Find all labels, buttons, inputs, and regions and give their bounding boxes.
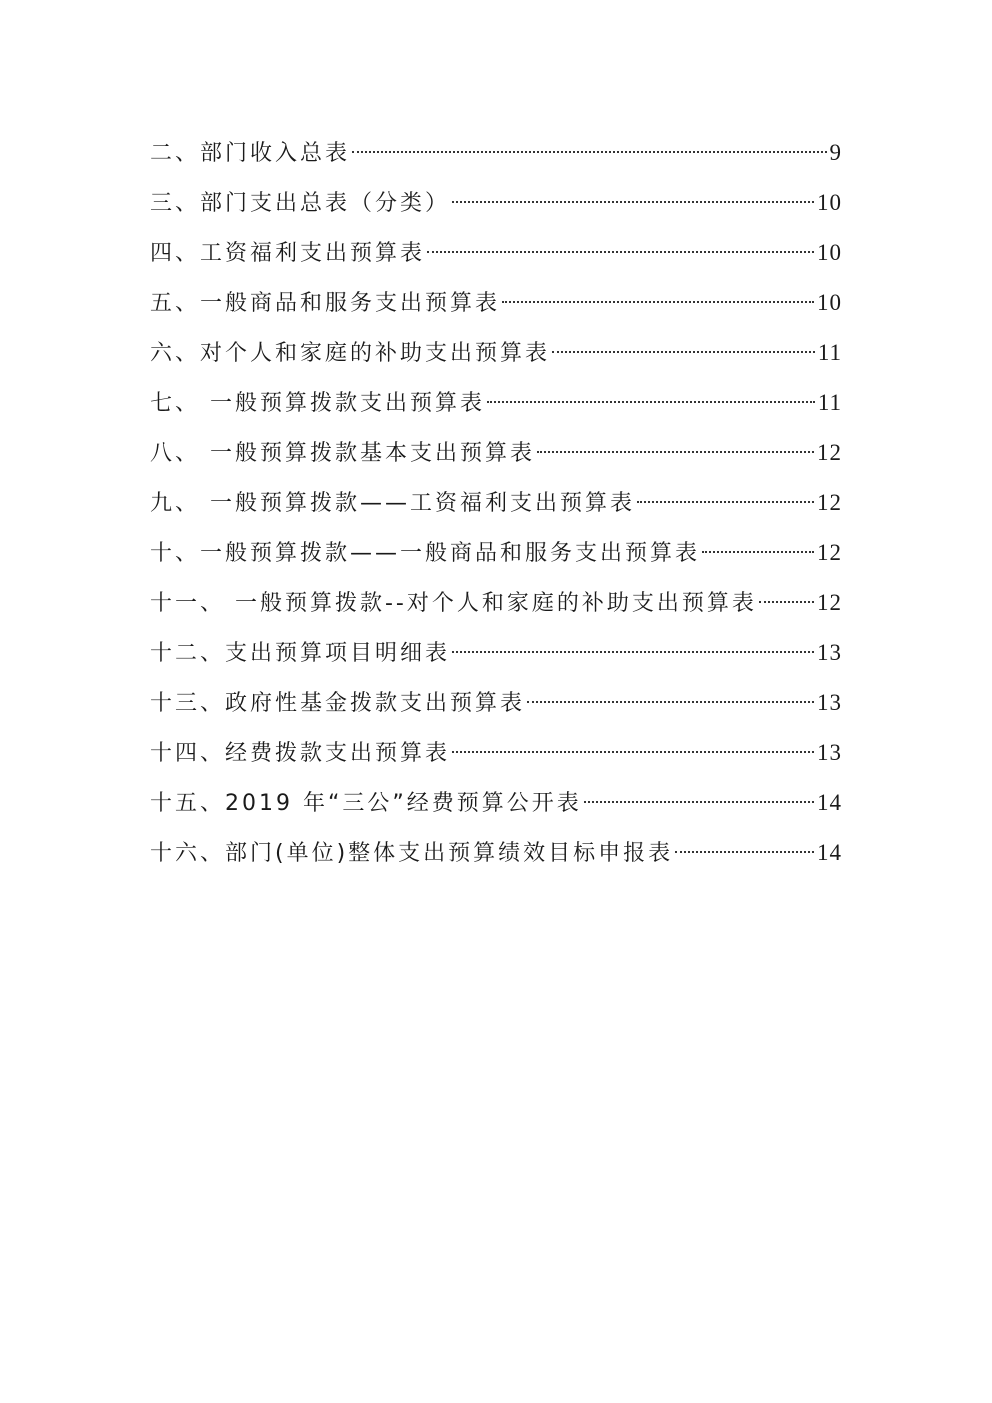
- toc-entry-title: 十二、支出预算项目明细表: [150, 641, 451, 666]
- toc-entry[interactable]: [150, 178, 842, 228]
- toc-entry-page: 11: [817, 340, 842, 365]
- toc-entry-title: 六、对个人和家庭的补助支出预算表: [150, 341, 551, 366]
- toc-entry[interactable]: [150, 378, 842, 428]
- toc-entry-title: 八、 一般预算拨款基本支出预算表: [150, 441, 535, 466]
- toc-entry-page: 14: [817, 840, 842, 865]
- toc-entry-page: 9: [829, 140, 842, 165]
- toc-leader-dots: [584, 801, 814, 803]
- toc-leader-dots: [675, 851, 814, 853]
- toc-leader-dots: [552, 351, 815, 353]
- toc-entry-title: 十四、经费拨款支出预算表: [150, 741, 451, 766]
- toc-entry[interactable]: [150, 528, 842, 578]
- toc-entry-page: 12: [817, 540, 842, 565]
- toc-leader-dots: [759, 601, 814, 603]
- toc-entry-page: 13: [817, 640, 842, 665]
- toc-leader-dots: [452, 651, 814, 653]
- toc-entry[interactable]: [150, 128, 842, 178]
- toc-leader-dots: [487, 401, 815, 403]
- toc-entry-page: 12: [817, 440, 842, 465]
- toc-entry-page: 12: [817, 590, 842, 615]
- toc-entry-title: 五、一般商品和服务支出预算表: [150, 291, 501, 316]
- toc-entry-title: 九、 一般预算拨款——工资福利支出预算表: [150, 491, 635, 516]
- toc-entry-title: 十五、2019 年“三公”经费预算公开表: [150, 791, 582, 816]
- toc-entry-title: 三、部门支出总表（分类）: [150, 191, 451, 216]
- toc-entry-page: 13: [817, 740, 842, 765]
- toc-leader-dots: [537, 451, 814, 453]
- toc-entry-page: 13: [817, 690, 842, 715]
- toc-entry-page: 10: [817, 240, 842, 265]
- toc-leader-dots: [452, 201, 814, 203]
- toc-leader-dots: [527, 701, 814, 703]
- toc-entry[interactable]: [150, 728, 842, 778]
- toc-entry[interactable]: [150, 578, 842, 628]
- toc-entry-page: 12: [817, 490, 842, 515]
- toc-entry-page: 11: [817, 390, 842, 415]
- toc-leader-dots: [702, 551, 814, 553]
- toc-entry-title: 十三、政府性基金拨款支出预算表: [150, 691, 526, 716]
- toc-entry-title: 十一、 一般预算拨款--对个人和家庭的补助支出预算表: [150, 591, 757, 616]
- toc-entry[interactable]: [150, 828, 842, 878]
- toc-entry[interactable]: [150, 278, 842, 328]
- toc-entry[interactable]: [150, 328, 842, 378]
- toc-entry-page: 14: [817, 790, 842, 815]
- toc-leader-dots: [352, 151, 826, 153]
- toc-entry-title: 十六、部门(单位)整体支出预算绩效目标申报表: [150, 841, 674, 866]
- toc-entry[interactable]: [150, 628, 842, 678]
- toc-entry-title: 四、工资福利支出预算表: [150, 241, 426, 266]
- toc-leader-dots: [637, 501, 814, 503]
- toc-entry-page: 10: [817, 290, 842, 315]
- toc-entry[interactable]: [150, 778, 842, 828]
- toc-entry[interactable]: [150, 428, 842, 478]
- toc-entry[interactable]: [150, 478, 842, 528]
- toc-entry[interactable]: [150, 228, 842, 278]
- toc-leader-dots: [502, 301, 814, 303]
- toc-entry-title: 二、部门收入总表: [150, 141, 351, 166]
- toc-leader-dots: [427, 251, 814, 253]
- toc-entry-title: 十、一般预算拨款——一般商品和服务支出预算表: [150, 541, 701, 566]
- table-of-contents: [150, 128, 842, 878]
- toc-leader-dots: [452, 751, 814, 753]
- toc-entry[interactable]: [150, 678, 842, 728]
- toc-entry-title: 七、 一般预算拨款支出预算表: [150, 391, 485, 416]
- toc-entry-page: 10: [817, 190, 842, 215]
